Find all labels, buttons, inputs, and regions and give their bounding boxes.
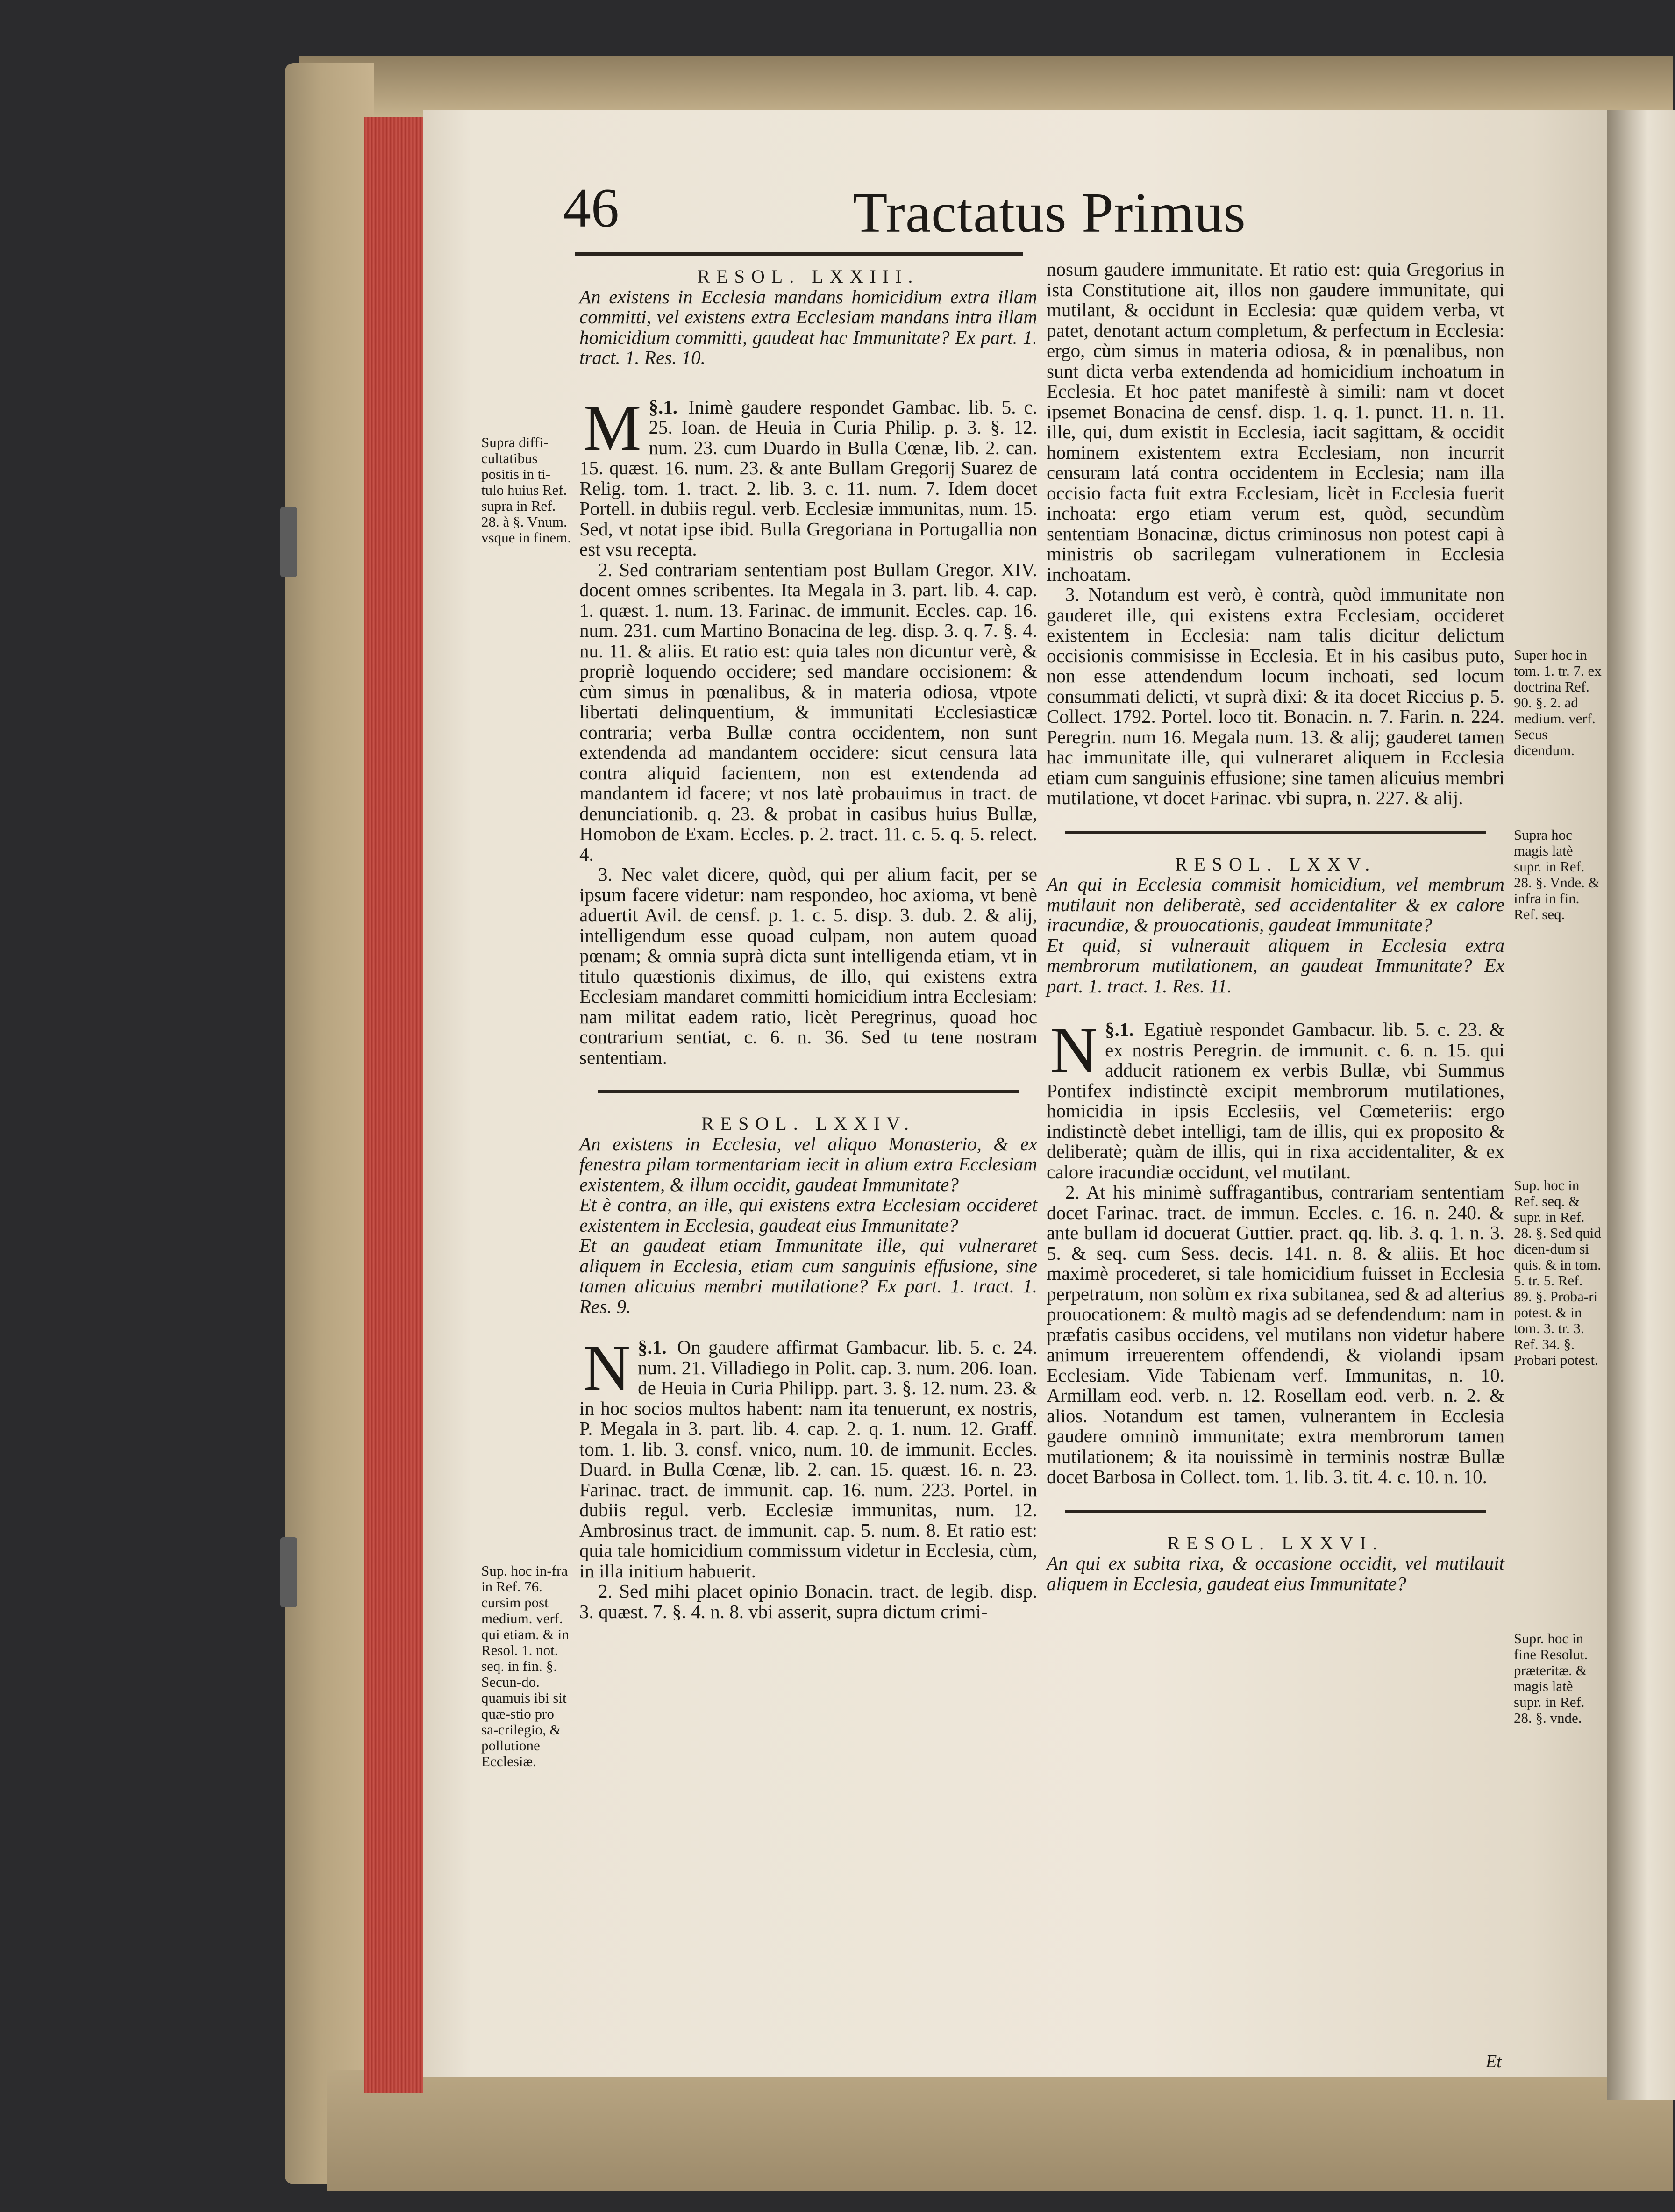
margin-note-right-1: Super hoc in tom. 1. tr. 7. ex doctrina Ref. 90. §. 2. ad medium. verf. Secus dicendum. — [1514, 647, 1602, 758]
resol-73-para-1 — [579, 391, 1037, 560]
resol-75-question-1: An qui in Ecclesia commisit homicidium, vel membrum mutilauit non deliberatè, sed accidentaliter & ex calore iracundiæ, & prouocationis, gaudeat Immunitate? — [1047, 873, 1504, 935]
drop-cap: M — [583, 391, 641, 464]
resol-75-para-1-text: Egatiuè respondet Gambacur. lib. 5. c. 23. & ex nostris Peregrin. de immunit. c. 6. n. 15. qui adducit rationem ex verbis Bullæ, vbi Summus Pontifex indistinctè excipit membrorum mutilationes, homicidia in ipsis Ecclesiis, vel Cœmeteriis: ergo indistinctè debet intelligi, tam de illis, qui ex proposito & deliberatè; quàm de illis, qui in rixa accidentaliter, & ex calore iracundiæ occidunt, vel mutilant. — [1047, 1019, 1505, 1183]
resol-74-question-2: Et è contra, an ille, qui existens extra Ecclesiam occideret existentem in Ecclesia, gaudeat eius Immunitate? — [579, 1194, 1037, 1236]
book-cover-bottom — [327, 2070, 1673, 2191]
resol-73-para-3: 3. Nec valet dicere, quòd, qui per alium facit, per se ipsum facere videtur: nam respondeo, hoc axioma, vt benè aduertit Avil. de censf. p. 1. c. 5. disp. 3. dub. 2. & alij, intelligendum esse quoad culpam, non autem quoad pœnam; & omnia suprà dicta sunt intelligenda etiam, vt in titulo quæstionis diximus, de illo, qui existens extra Ecclesiam mandaret committi homicidium intra Ecclesiam: nam militat eadem ratio, licèt Peregrinus, quoad hoc contrarium sentiat, c. 6. n. 36. Sed tu tene nostram sententiam. — [579, 863, 1037, 1068]
resol-74-question-1: An existens in Ecclesia, vel aliquo Monasterio, & ex fenestra pilam tormentariam iecit in alium extra Ecclesiam existentem, & illum occidit, gaudeat Immunitate? — [579, 1133, 1037, 1195]
resol-74-question-3: Et an gaudeat etiam Immunitate ille, qui vulneraret aliquem in Ecclesia, etiam cum sanguinis effusione, sine tamen alicuius membri mutilatione? Ex part. 1. tract. 1. Res. 9. — [579, 1234, 1037, 1317]
resol-74-para-1 — [579, 1332, 1038, 1582]
page-number: 46 — [563, 177, 619, 239]
resol-75-question-2: Et quid, si vulnerauit aliquem in Ecclesia extra membrorum mutilationem, an gaudeat Immunitate? Ex part. 1. tract. 1. Res. 11. — [1047, 934, 1504, 997]
drop-cap: N — [1050, 1014, 1098, 1086]
drop-cap: N — [583, 1332, 631, 1404]
left-column — [579, 266, 1037, 1622]
resol-73-para-2: 2. Sed contrariam sententiam post Bullam Gregor. XIV. docent omnes scribentes. Ita Megala in 3. part. lib. 4. cap. 1. quæst. 1. num. 13. Farinac. de immunit. Eccles. cap. 16. num. 231. cum Martino Bonacina de leg. disp. 3. q. 7. §. 4. nu. 11. & aliis. Et ratio est: quia tales non dicuntur verè, & propriè loquendo occidere; sed mandare occisionem: & cùm simus in pœnalibus, & in materia odiosa, vtpote libertati delinquentium, & immunitati Ecclesiasticæ contraria; verba Bullæ contra occidentem, non sunt extendenda ad mandantem occidere: sicut censura lata contra aliquid facientem, non est extendenda ad mandantem id facere; vt nos latè probauimus in tract. de denunciationib. q. 23. & probat in casibus huius Bullæ, Homobon de Exam. Eccles. p. 2. tract. 11. c. 5. q. 5. relect. 4. — [579, 558, 1037, 865]
margin-note-left-1: Supra diffi-cultatibus positis in ti-tulo huius Ref. supra in Ref. 28. à §. Vnum. vsque in finem. — [481, 434, 571, 546]
resol-73-heading: RESOL. LXXIII. — [697, 266, 919, 287]
section-mark: §.1. — [1105, 1019, 1134, 1040]
clasp-lower — [280, 1537, 297, 1607]
header-rule — [575, 252, 1023, 256]
running-title: Tractatus Primus — [853, 181, 1246, 244]
resol-75-para-1 — [1047, 1014, 1505, 1183]
resol-74-heading: RESOL. LXXIV. — [701, 1113, 915, 1134]
catchword: Et — [1486, 2052, 1502, 2071]
margin-note-right-2: Supra hoc magis latè supr. in Ref. 28. §. Vnde. & infra in fin. Ref. seq. — [1514, 827, 1600, 922]
continuation-para: nosum gaudere immunitate. Et ratio est: quia Gregorius in ista Constitutione ait, illos non gaudere immunitate, qui mutilant, & occidunt in Ecclesia: quæ quidem verba, vt patet, denotant actum completum, & perfectum in Ecclesia: ergo, cùm simus in materia odiosa, & in pœnalibus, non sunt dicta verba extendenda ad homicidium inchoatum in Ecclesia. Et hoc patet manifestè à simili: nam vt docet ipsemet Bonacina de censf. disp. 1. q. 1. punct. 11. n. 11. ille, qui, dum existit in Ecclesia, iacit sagittam, & occidit hominem existentem extra Ecclesiam, non incurrit censuram latá contra occidentem in Ecclesia; nam illa occisio facta fuit extra Ecclesiam, licèt in Ecclesia fuerit inchoata: ergo etiam verum est, quòd, secundùm sententiam Bonacinæ, dictus criminosus non potest capi à ministris ob sacrilegam vulnerationem in Ecclesia inchoatam. — [1047, 258, 1504, 585]
section-mark: §.1. — [649, 396, 677, 418]
resol-74-para-2: 2. Sed mihi placet opinio Bonacin. tract. de legib. disp. 3. quæst. 7. §. 4. n. 8. vbi asserit, supra dictum crimi- — [579, 1580, 1037, 1622]
resol-74-para-3: 3. Notandum est verò, è contrà, quòd immunitate non gauderet ille, qui existens extra Ecclesiam, occideret existentem in Ecclesia: nam talis dicitur delictum occisionis commisisse in Ecclesia. Et in his casibus puto, non esse attendendum locum inchoati, sed locum consummati delicti, vt suprà dixi: & ita docet Riccius p. 5. Collect. 1792. Portel. loco tit. Bonacin. n. 7. Farin. n. 224. Peregrin. num 16. Megala num. 13. & alij; gauderet tamen hac immunitate ille, qui vulneraret aliquem in Ecclesia etiam cum sanguinis effusione; sine tamen alicuius membri mutilatione, vt docet Farinac. vbi supra, n. 227. & alij. — [1047, 584, 1504, 808]
margin-note-right-3: Sup. hoc in Ref. seq. & supr. in Ref. 28. §. Sed quid dicen-dum si quis. & in tom. 5. tr. 5. Ref. 89. §. Proba-ri potest. & in tom. 3. tr. 3. Ref. 34. §. Probari potest. — [1514, 1177, 1601, 1368]
resol-75-para-2: 2. At his minimè suffragantibus, contrariam sententiam docet Farinac. tract. de immun. Eccles. c. 16. n. 240. & ante bullam id docuerat Guttier. pract. qq. lib. 3. q. 1. n. 3. 5. & seq. cum Sess. decis. 141. n. 8. & aliis. Et hoc maximè procederet, si tale homicidium fuisset in Ecclesia perpetratum, non solùm ex rixa subitanea, sed & ad alterius prouocationem: & multò magis ad se defendendum: nam in præfatis casibus occidens, vel mutilans non videtur habere animum irreuerentem offendendi, & violandi ipsam Ecclesiam. Vide Tabienam verf. Immunitas, n. 10. Armillam eod. verb. n. 12. Rosellam eod. verb. n. 2. & alios. Notandum est tamen, vulnerantem in Ecclesia gaudere omninò immunitate; extra membrorum tamen mutilationem; & ita nouissimè in terminis nostræ Bullæ docet Barbosa in Collect. tom. 1. lib. 3. tit. 4. c. 10. n. 10. — [1047, 1181, 1504, 1487]
margin-note-left-2: Sup. hoc in-fra in Ref. 76. cursim post medium. verf. qui etiam. & in Resol. 1. not. seq. in fin. §. Secun-do. quamuis ibi sit quæ-stio pro sa-crilegio, & pollutione Ecclesiæ. — [481, 1563, 569, 1770]
resol-75-heading: RESOL. LXXV. — [1175, 853, 1376, 875]
book-cover-left — [285, 63, 374, 2184]
red-page-edges — [364, 117, 423, 2093]
section-mark: §.1. — [638, 1336, 667, 1358]
section-rule — [1065, 831, 1486, 834]
clasp-upper — [280, 507, 297, 577]
resol-76-question: An qui ex subita rixa, & occasione occidit, vel mutilauit aliquem in Ecclesia, gaudeat eius Immunitate? — [1047, 1552, 1504, 1594]
section-rule — [1065, 1510, 1486, 1513]
resol-73-question: An existens in Ecclesia mandans homicidium extra illam committi, vel existens extra Ecclesiam mandans intra illam homicidium committi, gaudeat hac Immunitate? Ex part. 1. tract. 1. Res. 10. — [579, 285, 1037, 368]
book-gutter — [1607, 110, 1675, 2100]
resol-76-heading: RESOL. LXXVI. — [1167, 1532, 1384, 1554]
resol-74-para-1-text: On gaudere affirmat Gambacur. lib. 5. c. 24. num. 21. Villadiego in Polit. cap. 3. num. 206. Ioan. de Heuia in Curia Philipp. part. 3. §. 12. num. 23. & in hoc socios multos habent: nam ita tenuerunt, ex nostris, P. Megala in 3. part. lib. 4. cap. 2. q. 1. num. 12. Graff. tom. 1. lib. 3. consf. vnico, num. 10. de immunit. Eccles. Duard. in Bulla Cœnæ, lib. 2. can. 15. quæst. 16. n. 23. Farinac. tract. de immunit. cap. 16. num. 223. Portel. in dubiis regul. verb. Ecclesiæ immunitas, num. 12. Ambrosinus tract. de immunit. cap. 5. num. 8. Et ratio est: quia tale homicidium commissum videtur in Ecclesia, cùm, in illa initium habuerit. — [579, 1336, 1038, 1582]
right-column — [1047, 259, 1504, 1594]
section-rule — [598, 1090, 1019, 1093]
resol-73-para-1-text: Inimè gaudere respondet Gambac. lib. 5. c. 25. Ioan. de Heuia in Curia Philip. p. 3. §. 12. num. 23. cum Duardo in Bulla Cœnæ, lib. 2. can. 15. quæst. 16. num. 23. & ante Bullam Gregorij Suarez de Relig. tom. 1. tract. 2. lib. 3. c. 11. num. 7. Idem docet Portell. in dubiis regul. verb. Ecclesiæ immunitas, num. 15. Sed, vt notat ipse ibid. Bulla Gregoriana in Portugallia non est vsu recepta. — [579, 396, 1037, 560]
margin-note-right-4: Supr. hoc in fine Resolut. præteritæ. & magis latè supr. in Ref. 28. §. vnde. — [1514, 1630, 1588, 1726]
